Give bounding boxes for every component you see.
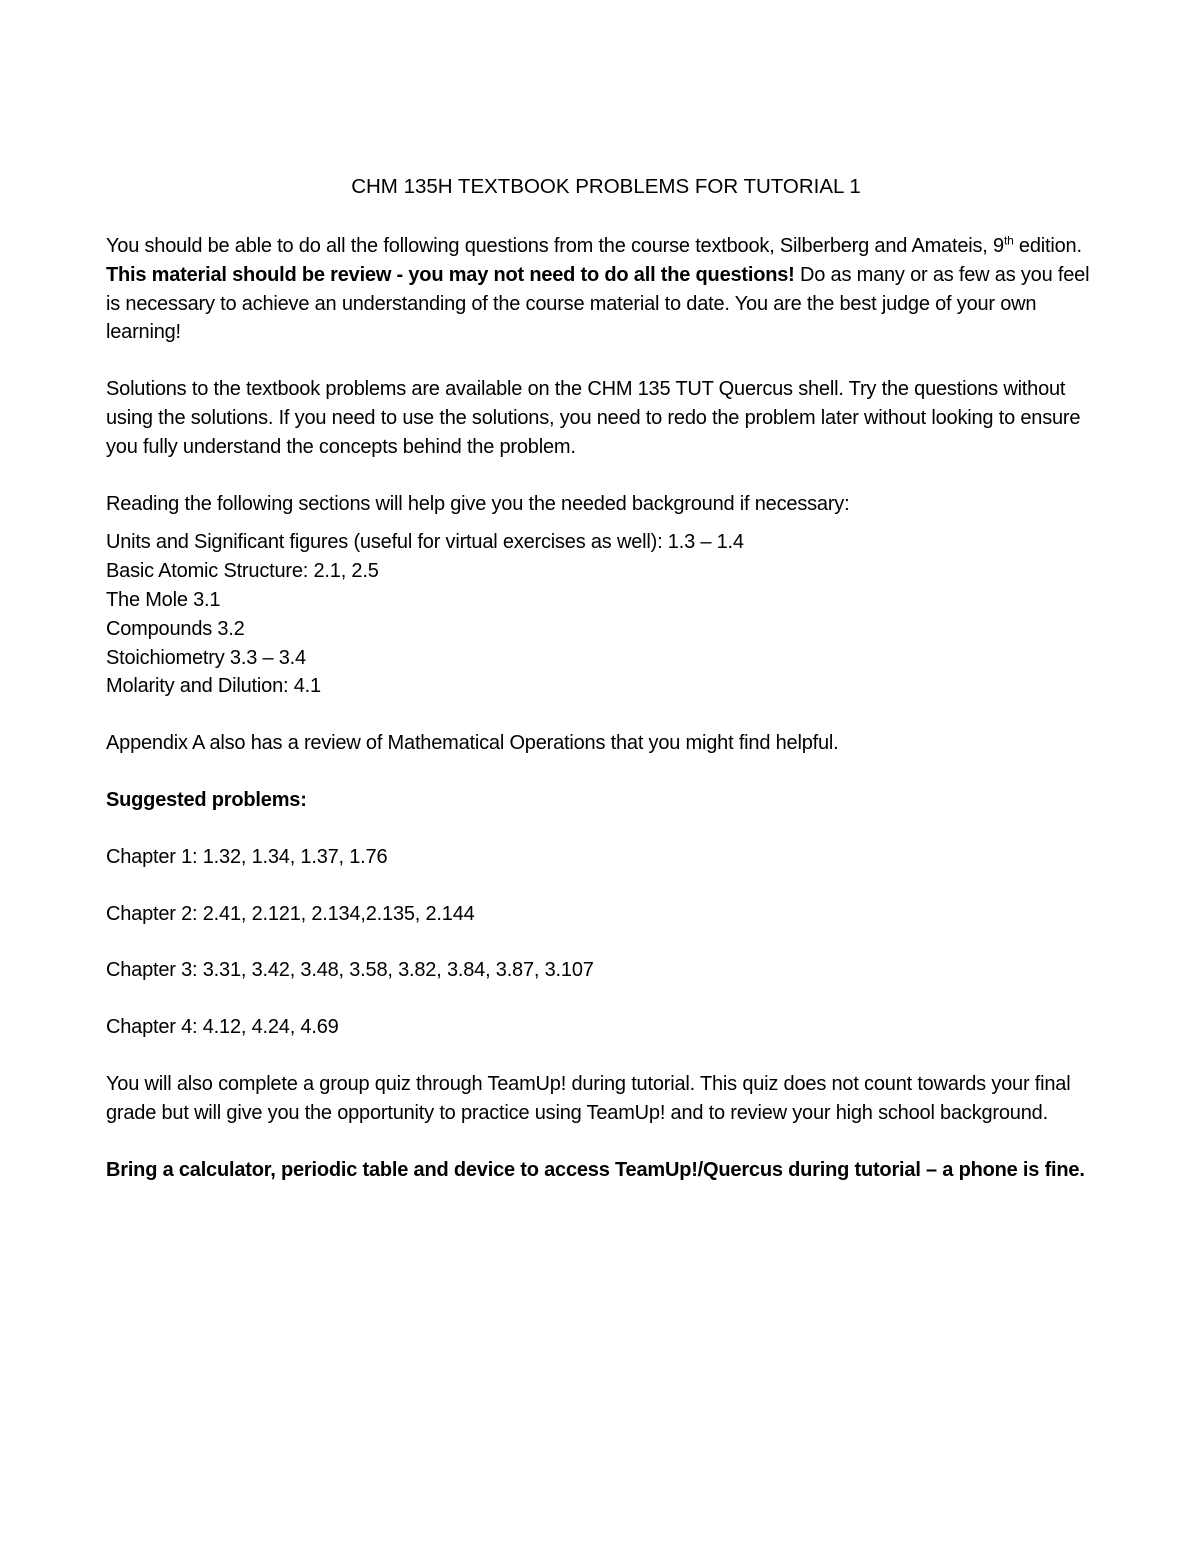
chapter-problems: Chapter 1: 1.32, 1.34, 1.37, 1.76 [106,845,388,868]
intro-bold-text: This material should be review - you may not need to do all the questions! [106,263,795,286]
reading-section-item: The Mole 3.1 [106,588,221,611]
suggested-problems-heading: Suggested problems: [106,788,307,811]
intro-text-2: edition. [1013,235,1082,257]
chapter-problems: Chapter 2: 2.41, 2.121, 2.134,2.135, 2.144 [106,902,475,925]
document-page [106,172,1106,1184]
reading-section-item: Basic Atomic Structure: 2.1, 2.5 [106,560,379,583]
intro-text-3: Do as many or as few as you feel is necessary to achieve an understanding of the course material to date. You are the best judge of your own learning! [106,263,1090,344]
intro-superscript: th [1003,233,1014,248]
reading-section-item: Stoichiometry 3.3 – 3.4 [106,646,306,669]
intro-text-1: You should be able to do all the following questions from the course textbook, Silberberg and Amateis, 9 [106,235,1004,257]
chapter-problems: Chapter 3: 3.31, 3.42, 3.48, 3.58, 3.82, 3.84, 3.87, 3.107 [106,959,594,982]
intro-paragraph [106,232,1106,347]
quiz-paragraph: You will also complete a group quiz through TeamUp! during tutorial. This quiz does not count towards your final grade but will give you the opportunity to practice using TeamUp! and to review your high school background. [106,1072,1071,1124]
reading-section-item: Molarity and Dilution: 4.1 [106,675,321,698]
reading-section-item: Compounds 3.2 [106,617,245,640]
reading-sections-list [106,528,1106,701]
document-title: CHM 135H TEXTBOOK PROBLEMS FOR TUTORIAL 1 [351,175,861,198]
solutions-paragraph: Solutions to the textbook problems are available on the CHM 135 TUT Quercus shell. Try the questions without using the solutions. If you need to use the solutions, you need to redo the problem later without looking to ensure you fully understand the concepts behind the problem. [106,378,1081,458]
reading-section-item: Units and Significant figures (useful for virtual exercises as well): 1.3 – 1.4 [106,531,744,554]
bring-items-note: Bring a calculator, periodic table and device to access TeamUp!/Quercus during tutorial – a phone is fine. [106,1158,1085,1181]
appendix-note: Appendix A also has a review of Mathematical Operations that you might find helpful. [106,732,839,755]
chapter-problems: Chapter 4: 4.12, 4.24, 4.69 [106,1016,339,1039]
reading-intro: Reading the following sections will help give you the needed background if necessary: [106,492,850,515]
